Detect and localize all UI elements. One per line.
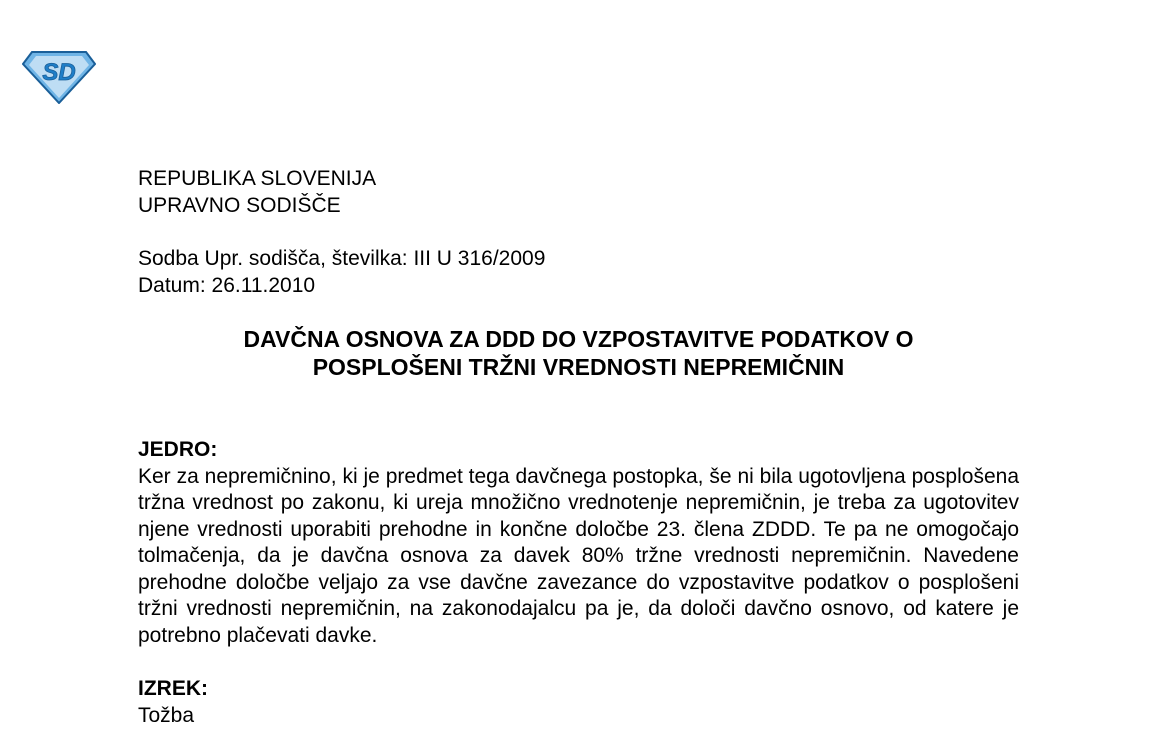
court-emblem-icon xyxy=(22,48,96,104)
title-line-1: DAVČNA OSNOVA ZA DDD DO VZPOSTAVITVE PODATKOV O xyxy=(243,326,914,352)
country-name: REPUBLIKA SLOVENIJA xyxy=(138,167,377,190)
document-title xyxy=(138,325,1019,381)
judgment-document xyxy=(138,166,1019,729)
izrek-heading: IZREK: xyxy=(138,677,208,700)
izrek-text: Tožba xyxy=(138,703,195,727)
judgment-date: Datum: 26.11.2010 xyxy=(138,273,316,297)
court-name: UPRAVNO SODIŠČE xyxy=(138,193,341,217)
jedro-text: Ker za nepremičnino, ki je predmet tega davčnega postopka, še ni bila ugotovljena posplošena tržna vrednost po zakonu, ki ureja množično vrednotenje nepremičnin, je treba za ugotovitev njene vrednosti uporabiti prehodne in končne določbe 23. člena ZDDD. Te pa ne omogočajo tolmačenja, da je davčna osnova za davek 80% tržne vrednosti nepremičnin. Navedene prehodne določbe veljajo za vse davčne zavezance do vzpostavitve podatkov o posplošeni tržni vrednosti nepremičnin, na zakonodajalcu pa je, da določi davčno osnovo, od katere je potrebno plačevati davke. xyxy=(138,464,1019,647)
title-line-2: POSPLOŠENI TRŽNI VREDNOSTI NEPREMIČNIN xyxy=(312,354,845,380)
case-number: Sodba Upr. sodišča, številka: III U 316/2009 xyxy=(138,247,546,270)
jedro-heading: JEDRO: xyxy=(138,438,218,461)
logo-letters: SD xyxy=(42,59,76,86)
